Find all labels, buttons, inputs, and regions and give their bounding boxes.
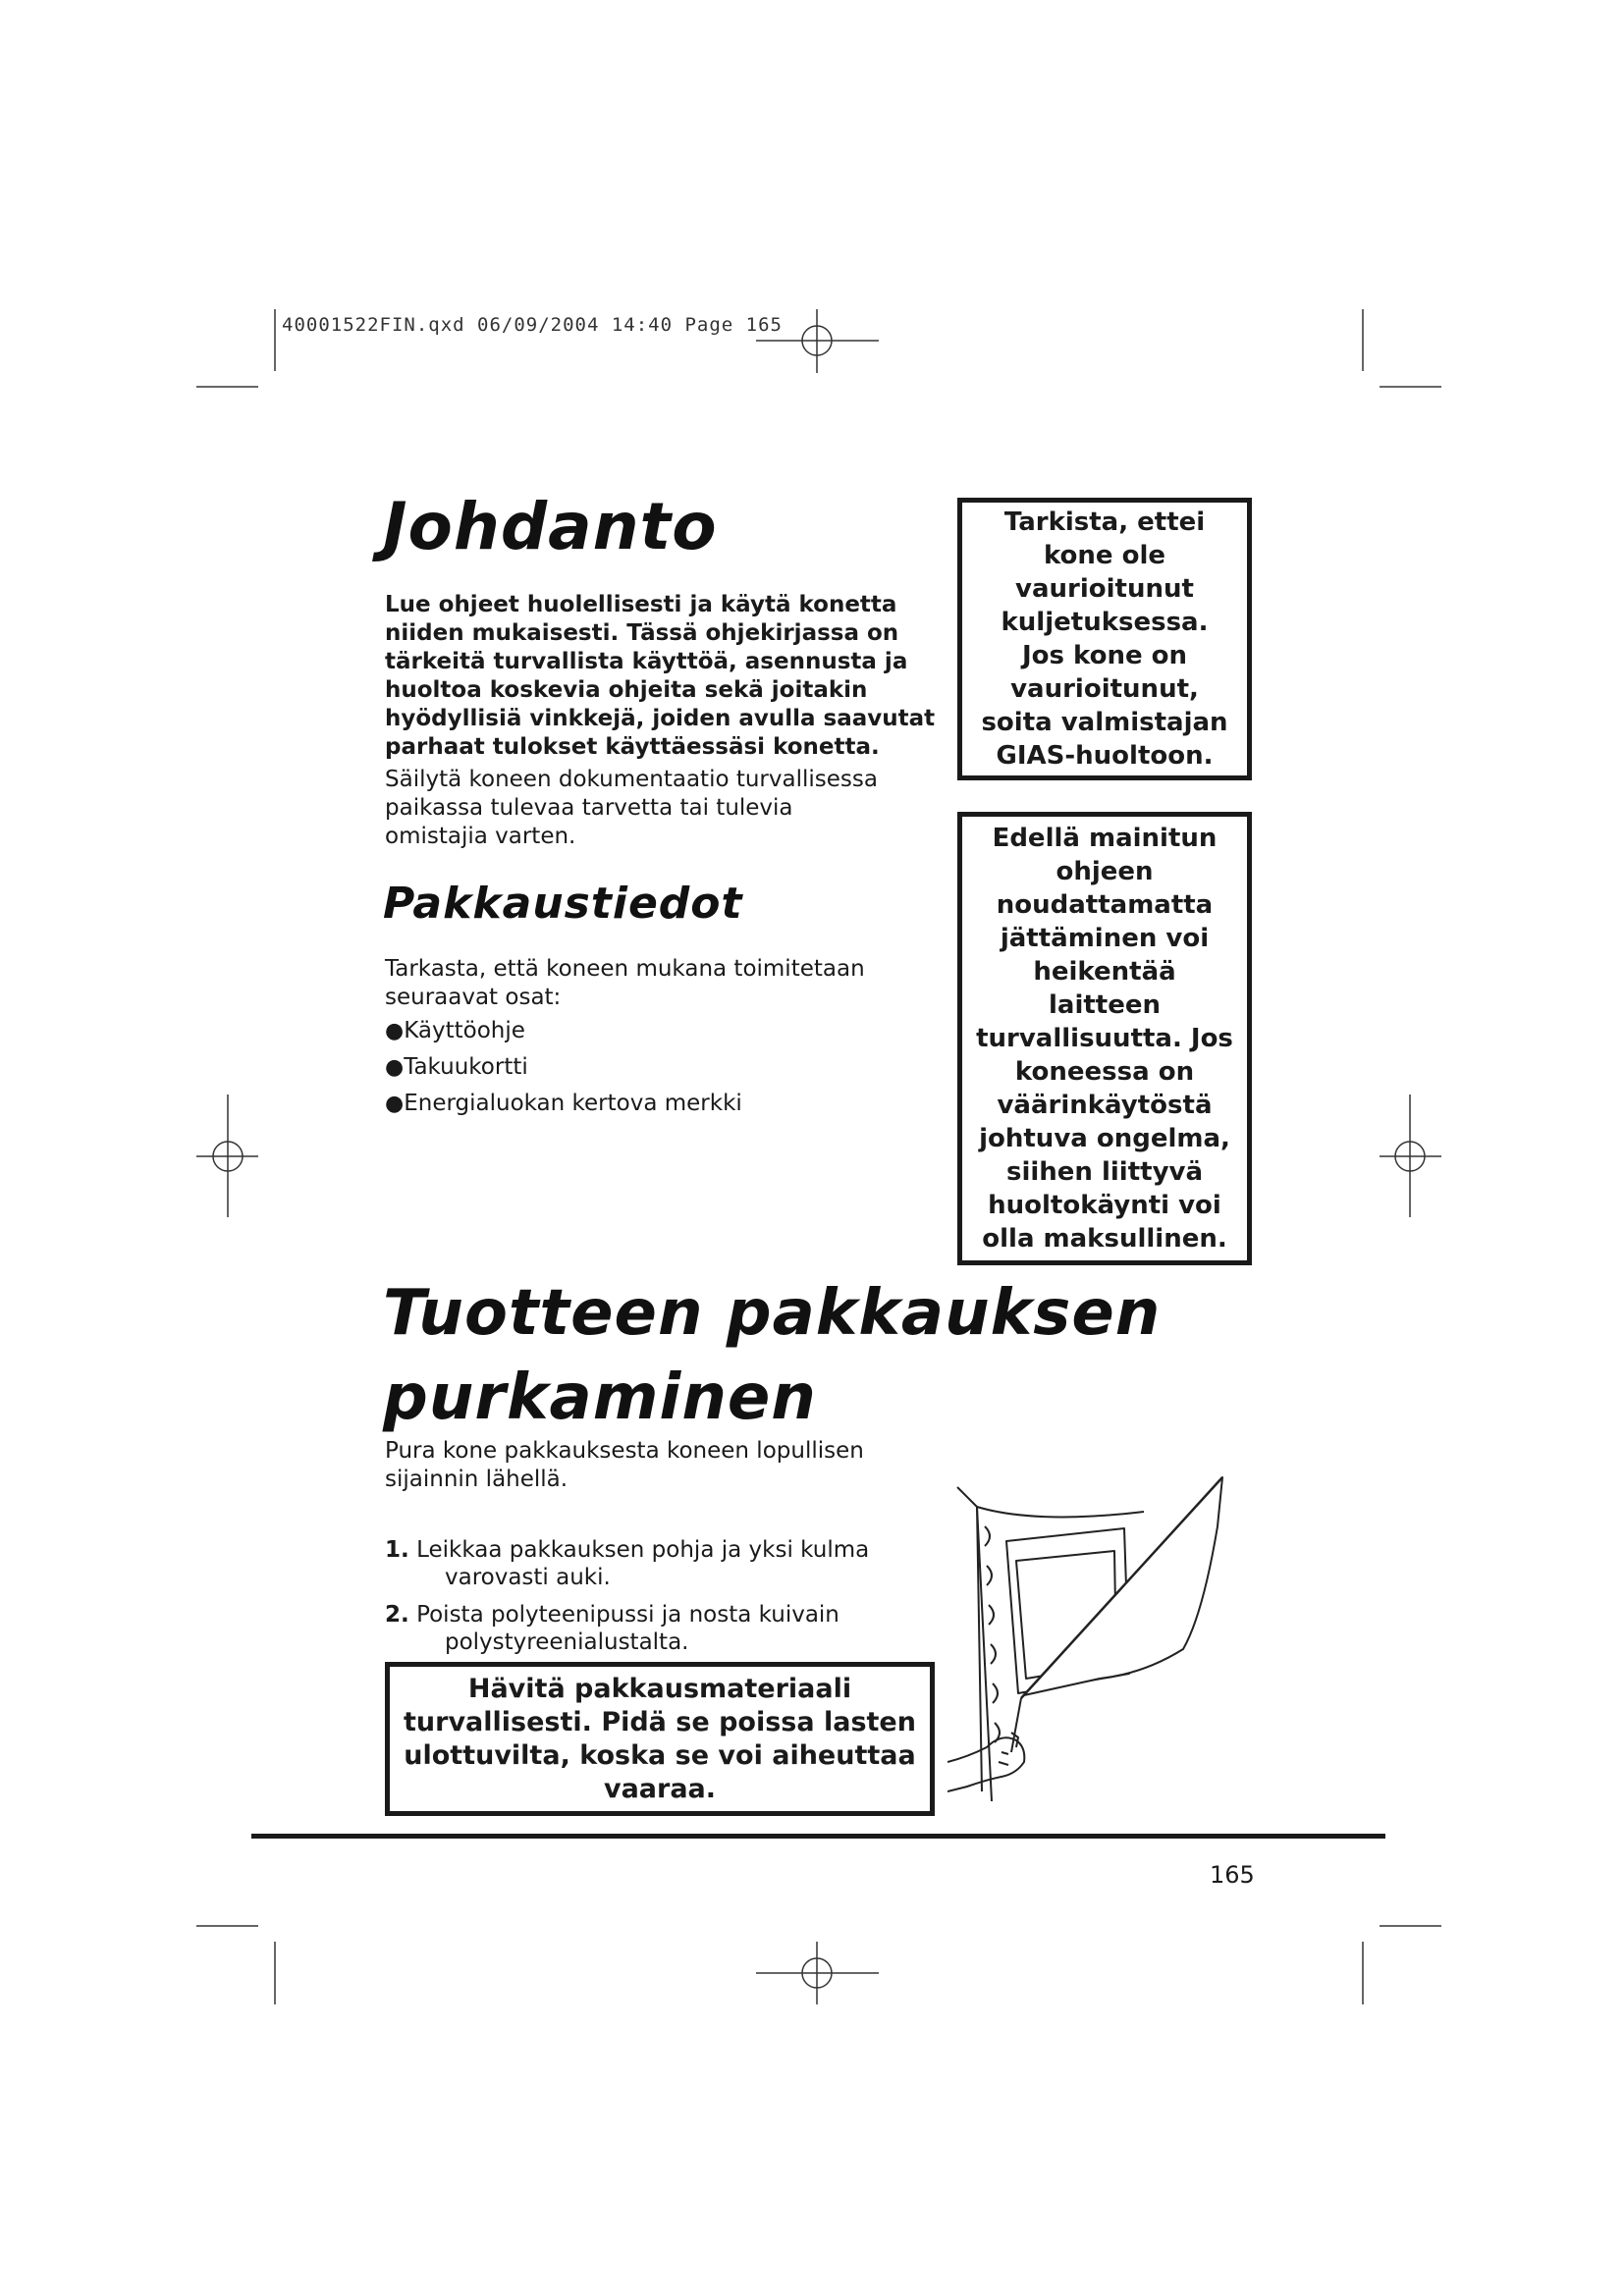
- notice-box-warranty: [957, 812, 1252, 1265]
- list-item: [385, 1536, 935, 1591]
- bullet-icon: ●: [385, 1055, 405, 1080]
- packaging-text: Tarkasta, että koneen mukana toimitetaan seuraavat osat:: [385, 956, 865, 1010]
- warning-text: Hävitä pakkausmateriaali turvallisesti. Pidä se poissa lasten ulottuvilta, koska se voi aiheuttaa vaaraa.: [404, 1673, 916, 1804]
- unpacking-steps: [385, 1536, 935, 1666]
- intro-text: Säilytä koneen dokumentaatio turvallisessa paikassa tulevaa tarvetta tai tulevia omistajia varten.: [385, 767, 878, 849]
- step-number: 1.: [385, 1537, 409, 1563]
- list-item: [385, 1053, 895, 1082]
- page-number: 165: [1210, 1861, 1255, 1889]
- step-text-cont: polystyreenialustalta.: [445, 1629, 689, 1655]
- list-item-text: Käyttöohje: [404, 1018, 525, 1043]
- print-slug: 40001522FIN.qxd 06/09/2004 14:40 Page 165: [282, 314, 783, 336]
- list-item: [385, 1601, 935, 1656]
- notice-text: Tarkista, ettei kone ole vaurioitunut kuljetuksessa. Jos kone on vaurioitunut, soita valmistajan GIAS-huoltoon.: [981, 507, 1228, 771]
- step-text: Poista polyteenipussi ja nosta kuivain: [416, 1602, 839, 1628]
- section-title-intro: Johdanto: [383, 489, 718, 564]
- notice-text: Edellä mainitun ohjeen noudattamatta jättäminen voi heikentää laitteen turvallisuutta. Jos koneessa on väärinkäytöstä johtuva ongelma, siihen liittyvä huoltokäynti voi olla maksullinen.: [976, 824, 1233, 1254]
- footer-rule: [251, 1834, 1385, 1839]
- packaging-list: [385, 1017, 895, 1126]
- step-number: 2.: [385, 1602, 409, 1628]
- section-title-packaging: Pakkaustiedot: [383, 879, 743, 929]
- intro-bold-text: Lue ohjeet huolellisesti ja käytä konetta niiden mukaisesti. Tässä ohjekirjassa on tärkeitä turvallista käyttöä, asennusta ja huoltoa koskevia ohjeita sekä joitakin hyödyllisiä vinkkejä, joiden avulla saavutat parhaat tulokset käyttäessäsi konetta.: [385, 592, 936, 760]
- list-item-text: Takuukortti: [404, 1054, 528, 1080]
- warning-box-packaging: [385, 1662, 935, 1816]
- notice-box-damage: [957, 498, 1252, 780]
- step-text: Leikkaa pakkauksen pohja ja yksi kulma: [416, 1537, 870, 1563]
- step-text-cont: varovasti auki.: [445, 1565, 611, 1590]
- list-item-text: Energialuokan kertova merkki: [404, 1091, 742, 1116]
- list-item: [385, 1017, 895, 1045]
- bullet-icon: ●: [385, 1019, 405, 1043]
- section-title-unpacking: Tuotteen pakkauksen purkaminen: [383, 1277, 1162, 1434]
- unpacking-illustration: [947, 1468, 1242, 1811]
- list-item: [385, 1090, 895, 1118]
- unpacking-text: Pura kone pakkauksesta koneen lopullisen sijainnin lähellä.: [385, 1438, 864, 1492]
- bullet-icon: ●: [385, 1092, 405, 1116]
